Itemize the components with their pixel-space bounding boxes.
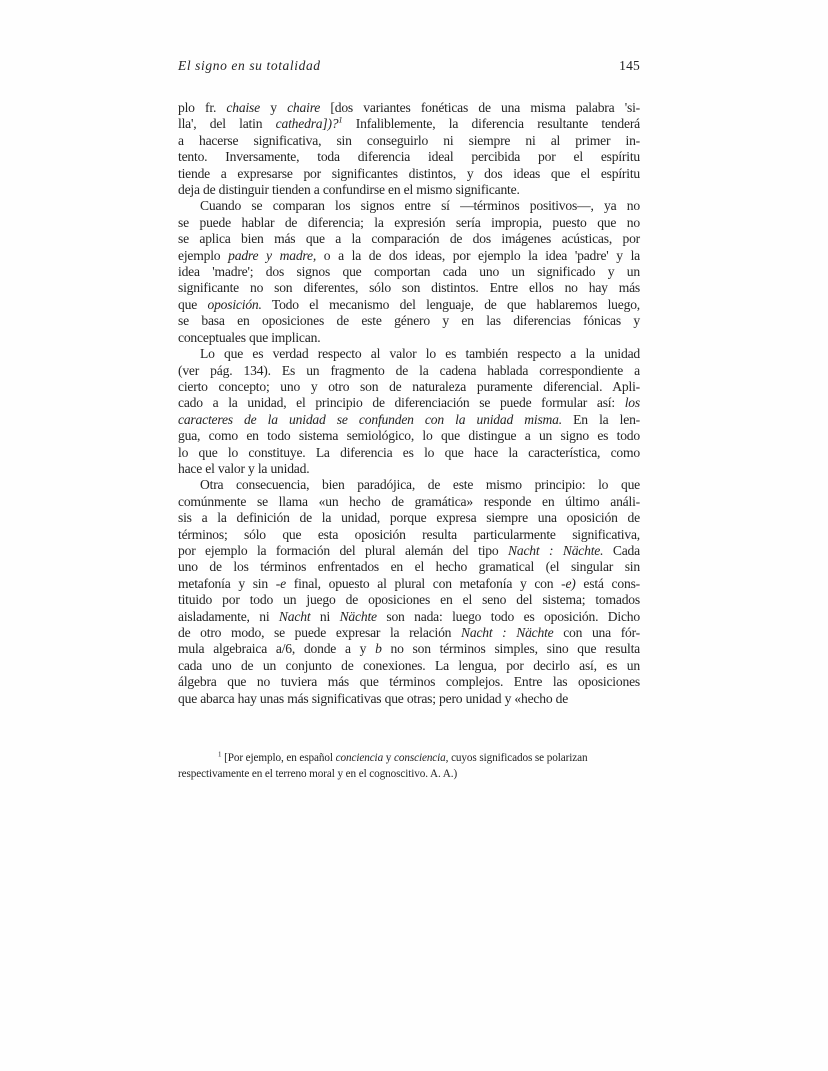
running-header bbox=[178, 58, 640, 74]
text-segment: chaire bbox=[287, 100, 321, 115]
text-segment: lla', del latin bbox=[178, 116, 276, 132]
text-segment: Nacht : Nächte. bbox=[507, 542, 604, 558]
footnote bbox=[178, 751, 640, 782]
text-segment: cuyos significados se polarizan bbox=[448, 752, 588, 765]
text-segment: se puede hablar de diferencia; la expresión sería impropia, puesto que no bbox=[178, 214, 640, 230]
text-segment: que abarca hay unas más significativas que otras; pero unidad y «hecho de bbox=[178, 690, 569, 706]
text-segment: significante no son diferentes, sólo son distintos. Entre ellos no hay más bbox=[178, 280, 640, 296]
text-segment: b bbox=[375, 641, 382, 657]
text-segment: a hacerse significativa, sin conseguirlo ni siempre ni al primer in- bbox=[178, 132, 640, 148]
text-line bbox=[178, 330, 640, 346]
text-line bbox=[178, 182, 640, 198]
text-segment: hace el valor y la unidad. bbox=[178, 460, 310, 476]
text-segment: Otra consecuencia, bien paradójica, de este mismo principio: lo que bbox=[200, 477, 640, 493]
text-line bbox=[178, 461, 640, 477]
text-segment: Cada bbox=[603, 542, 640, 558]
text-line bbox=[178, 477, 640, 493]
text-line bbox=[178, 100, 640, 116]
text-segment: 1 bbox=[218, 750, 222, 759]
text-line bbox=[178, 510, 640, 526]
text-segment: ejemplo bbox=[178, 247, 229, 263]
paragraph bbox=[178, 100, 640, 198]
text-segment: [Por ejemplo, en español bbox=[221, 752, 336, 765]
text-segment: chaise bbox=[226, 100, 260, 115]
text-segment: se basa en oposiciones de este género y en las diferencias fónicas y bbox=[178, 313, 640, 329]
text-line bbox=[178, 280, 640, 296]
text-segment: no son términos simples, sino que resulta bbox=[381, 641, 640, 657]
text-line bbox=[178, 609, 640, 625]
text-segment: cada uno de un conjunto de conexiones. La lengua, por decirlo así, es un bbox=[178, 657, 640, 673]
text-segment: En la len- bbox=[561, 411, 641, 427]
text-segment: respectivamente en el terreno moral y en el cognoscitivo. A. A.) bbox=[178, 767, 458, 780]
text-segment: Nächte bbox=[339, 608, 377, 624]
text-segment: cado a la unidad, el principio de diferenciación se puede formular así: bbox=[178, 395, 625, 411]
text-segment: final, opuesto al plural con metafonía y con bbox=[285, 575, 562, 591]
text-segment: mula algebraica a/6, donde a y bbox=[178, 641, 376, 657]
text-segment: tituido por todo un juego de oposiciones en el seno del sistema; tomados bbox=[178, 592, 640, 608]
text-line bbox=[178, 248, 640, 264]
text-line bbox=[178, 576, 640, 592]
text-segment: idea 'madre'; dos signos que comportan cada uno un significado y un bbox=[178, 264, 640, 280]
text-segment: ni bbox=[310, 608, 340, 624]
text-segment: cathedra])? bbox=[275, 116, 339, 132]
text-line bbox=[178, 527, 640, 543]
text-segment: tento. Inversamente, toda diferencia ideal percibida por el espíritu bbox=[178, 149, 640, 165]
text-segment: [dos variantes fonéticas de una misma palabra 'si- bbox=[320, 100, 640, 115]
text-segment: uno de los términos enfrentados en el hecho gramatical (el singular sin bbox=[178, 559, 640, 575]
text-segment: Todo el mecanismo del lenguaje, de que hablaremos luego, bbox=[261, 296, 640, 312]
text-line bbox=[178, 346, 640, 362]
text-line bbox=[178, 133, 640, 149]
text-line bbox=[178, 379, 640, 395]
text-segment: aisladamente, ni bbox=[178, 608, 279, 624]
text-line bbox=[178, 363, 640, 379]
text-segment: cierto concepto; uno y otro son de naturaleza puramente diferencial. Apli- bbox=[178, 378, 640, 394]
text-line bbox=[178, 494, 640, 510]
text-segment: que bbox=[178, 296, 208, 312]
text-line bbox=[178, 264, 640, 280]
text-line bbox=[178, 231, 640, 247]
text-segment: metafonía y sin bbox=[178, 575, 276, 591]
text-line bbox=[178, 641, 640, 657]
text-line bbox=[178, 559, 640, 575]
text-segment: Cuando se comparan los signos entre sí —términos positivos—, ya no bbox=[200, 198, 640, 214]
text-segment: deja de distinguir tienden a confundirse en el mismo significante. bbox=[178, 182, 520, 198]
text-segment: de otro modo, se puede expresar la relación bbox=[178, 625, 461, 640]
text-line bbox=[178, 428, 640, 444]
paragraph bbox=[178, 346, 640, 477]
text-line bbox=[178, 313, 640, 329]
text-segment: con una fór- bbox=[553, 625, 641, 640]
text-segment: álgebra que no tuviera más que términos complejos. Entre las oposiciones bbox=[178, 674, 640, 690]
text-segment: Infaliblemente, la diferencia resultante tenderá bbox=[342, 116, 640, 132]
text-line bbox=[178, 149, 640, 165]
text-segment: términos; sólo que esta oposición resulta particularmente significativa, bbox=[178, 526, 640, 542]
text-line bbox=[178, 395, 640, 411]
text-line bbox=[178, 116, 640, 132]
running-title: El signo en su totalidad bbox=[178, 58, 321, 73]
text-line bbox=[178, 658, 640, 674]
text-line bbox=[178, 297, 640, 313]
text-line bbox=[178, 691, 640, 707]
text-segment: y bbox=[259, 100, 288, 115]
text-segment: Nacht : Nächte bbox=[460, 625, 554, 640]
text-segment: gua, como en todo sistema semiológico, lo que distingue a un signo es todo bbox=[178, 428, 640, 444]
text-segment: -e) bbox=[561, 575, 576, 591]
text-segment: tiende a expresarse por significantes distintos, y dos ideas que el espíritu bbox=[178, 165, 640, 181]
text-segment: o a la de dos ideas, por ejemplo la idea 'padre' y la bbox=[316, 247, 640, 263]
text-segment: sis a la definición de la unidad, porque expresa siempre una oposición de bbox=[178, 510, 640, 526]
text-line bbox=[178, 445, 640, 461]
text-line bbox=[178, 198, 640, 214]
text-line bbox=[178, 625, 640, 641]
footnote-line bbox=[178, 767, 640, 783]
paragraph bbox=[178, 198, 640, 346]
text-segment: padre y madre, bbox=[228, 247, 317, 263]
text-segment: oposición. bbox=[207, 296, 262, 312]
body-text bbox=[178, 100, 640, 707]
text-segment: los bbox=[624, 395, 640, 411]
text-segment: 1 bbox=[338, 114, 343, 125]
text-block bbox=[178, 58, 640, 782]
text-segment: está cons- bbox=[575, 575, 640, 591]
page-number: 145 bbox=[619, 58, 640, 73]
paragraph bbox=[178, 477, 640, 707]
text-line bbox=[178, 674, 640, 690]
text-segment: caracteres de la unidad se confunden con la unidad misma. bbox=[178, 411, 562, 427]
text-segment: Nacht bbox=[278, 608, 311, 624]
text-segment: conceptuales que implican. bbox=[178, 329, 321, 345]
text-segment: por ejemplo la formación del plural alemán del tipo bbox=[178, 542, 508, 558]
text-segment: se aplica bien más que a la comparación de dos imágenes acústicas, por bbox=[178, 231, 640, 247]
text-line bbox=[178, 543, 640, 559]
text-segment: (ver pág. 134). Es un fragmento de la cadena hablada correspondiente a bbox=[178, 362, 640, 378]
text-segment: y bbox=[383, 752, 394, 765]
text-segment: comúnmente se llama «un hecho de gramática» responde en último análi- bbox=[178, 493, 640, 509]
footnote-line bbox=[178, 751, 640, 767]
text-line bbox=[178, 166, 640, 182]
text-line bbox=[178, 215, 640, 231]
text-segment: lo que lo constituye. La diferencia es lo que hace la característica, como bbox=[178, 444, 640, 460]
text-segment: plo fr. bbox=[178, 100, 227, 115]
text-line bbox=[178, 592, 640, 608]
text-segment: conciencia bbox=[335, 752, 384, 765]
text-segment: -e bbox=[275, 575, 286, 591]
text-line bbox=[178, 412, 640, 428]
text-segment: consciencia, bbox=[393, 752, 449, 765]
text-segment: Lo que es verdad respecto al valor lo es también respecto a la unidad bbox=[200, 346, 640, 362]
text-segment: son nada: luego todo es oposición. Dicho bbox=[376, 608, 640, 624]
